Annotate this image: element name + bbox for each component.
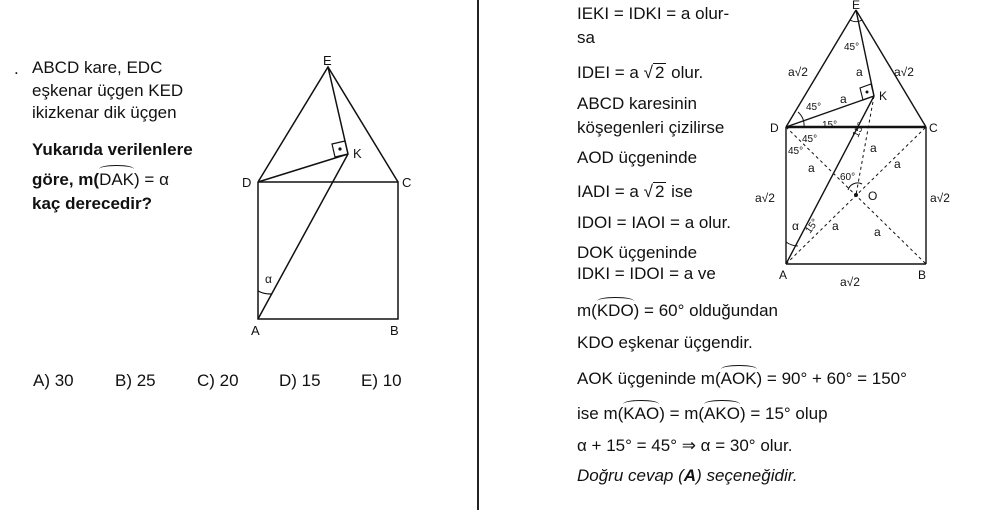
answer-letter: A [683,466,697,485]
label-dk-a: a [840,92,847,106]
line-14-angle-2: AKO [704,404,740,423]
line-14-prefix: ise m( [577,404,624,423]
label-ao-a: a [832,219,839,233]
triangle-edc [258,67,398,182]
label-e: E [852,0,861,12]
solution-line-14 [577,404,828,424]
label-bc-length: a√2 [930,191,950,205]
question-line-2: eşkenar üçgen KED [32,81,184,100]
solution-line-9: DOK üçgeninde [577,243,698,262]
choice-a[interactable]: A) 30 [33,371,74,390]
square-abcd [258,182,398,319]
question-prompt-3: kaç derecedir? [32,194,153,213]
solution-line-15: α + 15° = 45° ⇒ α = 30° olur. [577,436,793,455]
label-d-45-lower-1: 45° [802,134,818,145]
label-da-length: a√2 [755,191,775,205]
label-e: E [323,53,332,68]
label-ek-a: a [856,65,863,79]
choice-d[interactable]: D) 15 [279,371,321,390]
line-13-angle: AOK [720,369,757,388]
label-b: B [918,268,927,282]
label-ko-a: a [870,141,877,155]
label-b: B [390,323,399,338]
line-14-middle: ) = m( [659,404,705,423]
solution-line-7: IADI = a √ 2 ise [577,182,693,201]
answer-suffix: ) seçeneğidir. [696,466,798,485]
prompt-2-angle: DAK [99,170,135,189]
label-d-15: 15° [822,120,838,131]
line-13-prefix: AOK üçgeninde m( [577,369,721,388]
label-d-45-upper: 45° [806,102,822,113]
line-3-prefix: IDEI = a [577,63,639,82]
line-3-root: 2 [654,63,665,82]
arc-e [850,20,862,22]
solution-line-2: sa [577,28,595,47]
label-ec-length: a√2 [894,65,914,79]
line-14-suffix: ) = 15° olup [739,404,828,423]
label-c: C [402,175,412,190]
answer-prefix: Doğru cevap ( [577,466,684,485]
line-14-angle-1: KAO [623,404,660,423]
line-13-suffix: ) = 90° + 60° = 150° [756,369,907,388]
solution-line-4: ABCD karesinin [577,94,697,113]
question-prompt-1: Yukarıda verilenlere [32,140,193,159]
solution-line-3: IDEI = a √ 2 olur. [577,63,704,82]
solution-line-8: IDOI = IAOI = a olur. [577,213,732,232]
question-figure [240,55,420,345]
solution-answer [577,466,797,486]
label-e-45: 45° [844,42,860,53]
label-alpha: α [792,219,799,233]
line-3-suffix: olur. [666,63,704,82]
line-7-prefix: IADI = a [577,182,639,201]
solution-line-10: IDKI = IDOI = a ve [577,264,716,283]
choice-c[interactable]: C) 20 [197,371,239,390]
solution-line-13 [577,369,907,389]
label-oc-a: a [894,157,901,171]
point-o [854,193,858,197]
line-11-suffix: ) = 60° olduğundan [633,301,779,320]
label-ob-a: a [874,225,881,239]
choice-b[interactable]: B) 25 [115,371,156,390]
label-c: C [929,121,938,135]
label-d: D [770,121,779,135]
label-k: K [879,89,888,103]
line-11-prefix: m( [577,301,597,320]
line-11-angle: KDO [596,301,634,320]
label-d-45-lower-2: 45° [788,146,804,157]
right-angle-dot [866,91,869,94]
question-prompt-2 [32,169,169,191]
label-k-15: 15° [850,120,868,140]
label-k: K [353,146,362,161]
prompt-2-suffix: ) = α [134,170,169,189]
segment-ek [856,10,874,96]
alpha-arc [258,291,272,294]
label-de-length: a√2 [788,65,808,79]
solution-line-12: KDO eşkenar üçgendir. [577,333,753,352]
label-a: A [251,323,260,338]
line-7-root: 2 [654,182,665,201]
label-ab-length: a√2 [840,275,860,289]
right-angle-dot [338,147,341,150]
solution-line-11 [577,301,778,321]
solution-line-1: IEKI = IDKI = a olur- [577,4,730,23]
arc-o-60 [848,183,862,190]
column-divider [477,0,479,510]
question-line-3: ikizkenar dik üçgen [32,103,177,122]
prompt-2-prefix: göre, m( [32,170,100,189]
label-do-a: a [808,161,815,175]
label-o-60: 60° [840,172,856,183]
line-7-suffix: ise [666,182,693,201]
label-a-15: 15° [803,217,822,236]
label-d: D [242,175,252,190]
solution-line-5: köşegenleri çizilirse [577,118,725,137]
question-bullet: . [14,59,19,78]
solution-figure [755,0,970,290]
choice-e[interactable]: E) 10 [361,371,402,390]
arc-d-45 [798,112,804,127]
label-a: A [779,268,788,282]
label-o: O [868,189,878,203]
label-alpha: α [265,272,272,286]
question-line-1: ABCD kare, EDC [32,58,163,77]
solution-line-6: AOD üçgeninde [577,148,698,167]
